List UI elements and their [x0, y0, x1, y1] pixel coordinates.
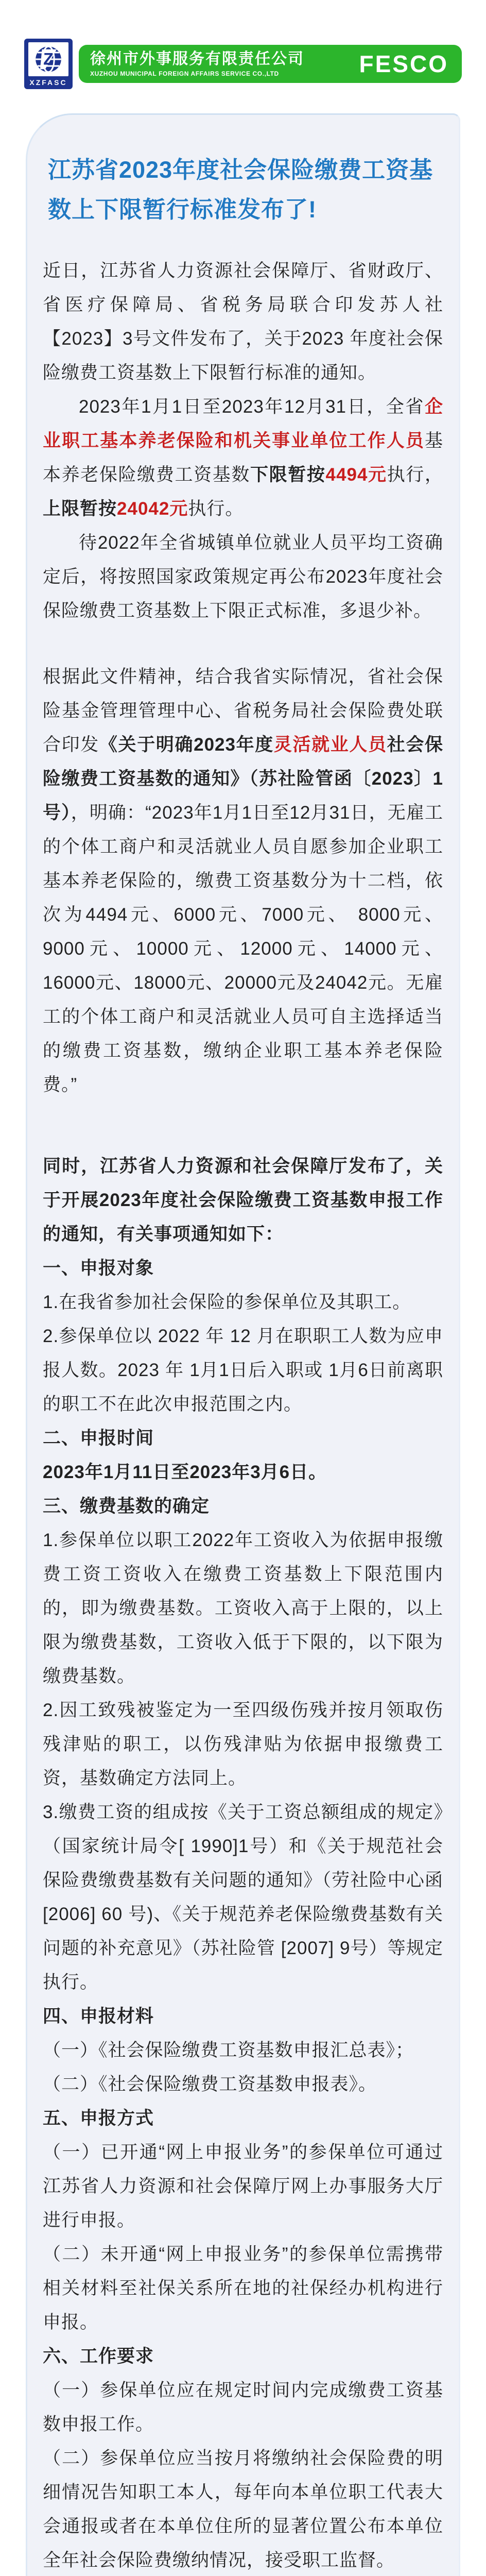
- paragraph: [43, 1285, 443, 1319]
- paragraph: [43, 1693, 443, 1795]
- paragraph: [43, 1795, 443, 1999]
- text-segment: 1.在我省参加社会保险的参保单位及其职工。: [43, 1292, 411, 1312]
- article-body: [43, 254, 443, 2576]
- text-segment: 待2022年全省城镇单位就业人员平均工资确定后，将按照国家政策规定再公布2023年度社会保险缴费工资基数上下限正式标准，多退少补。: [43, 533, 443, 621]
- text-segment: （二）参保单位应当按月将缴纳社会保险费的明细情况告知职工本人，每年向本单位职工代表大会通报或者在本单位住所的显著位置公布本单位全年社会保险费缴纳情况，接受职工监督。: [43, 2448, 443, 2570]
- article-card: [26, 113, 460, 2576]
- highlighted-text: 灵活就业人员: [273, 735, 387, 755]
- text-segment: （二）《社会保险缴费工资基数申报表》。: [43, 2074, 377, 2094]
- brand-fesco: FESCO: [359, 50, 448, 77]
- text-segment: 同时，江苏省人力资源和社会保障厅发布了，关于开展2023年度社会保险缴费工资基数申报工作的通知，有关事项通知如下：: [43, 1156, 443, 1244]
- text-segment: 下限暂按: [250, 465, 326, 485]
- header: [24, 39, 462, 89]
- section-heading: [43, 1251, 443, 1285]
- text-segment: 六、工作要求: [43, 2346, 154, 2366]
- paragraph: [43, 390, 443, 526]
- text-segment: 1.参保单位以职工2022年工资收入为依据申报缴费工资工资收入在缴费工资基数上下限范围内的，即为缴费基数。工资收入高于上限的，以上限为缴费基数，工资收入低于下限的，以下限为缴费基数。: [43, 1530, 443, 1686]
- paragraph-spacer: [43, 628, 443, 660]
- paragraph: [43, 1319, 443, 1421]
- paragraph: [43, 2442, 443, 2576]
- section-heading: [43, 1421, 443, 1455]
- text-segment: （一）参保单位应在规定时间内完成缴费工资基数申报工作。: [43, 2380, 443, 2434]
- paragraph: [43, 1523, 443, 1693]
- header-green-banner: [79, 45, 462, 83]
- text-segment: 四、申报材料: [43, 2006, 154, 2026]
- svg-text:Z: Z: [43, 49, 54, 69]
- section-heading: [43, 1999, 443, 2033]
- text-segment: 上限暂按: [43, 499, 117, 519]
- text-segment: （一）已开通“网上申报业务”的参保单位可通过江苏省人力资源和社会保障厅网上办事服务大厅进行申报。: [43, 2142, 443, 2230]
- text-segment: 执行，: [387, 465, 443, 485]
- globe-icon: [28, 42, 68, 76]
- paragraph: [43, 254, 443, 390]
- paragraph: [43, 1455, 443, 1489]
- text-segment: 三、缴费基数的确定: [43, 1496, 210, 1516]
- text-segment: 3.缴费工资的组成按《关于工资总额组成的规定》（国家统计局令[ 1990]1号）和《关于规范社会保险费缴费基数有关问题的通知》（劳社险中心函 [2006] 60 号)、《关于规范养老保险缴费基数有关问题的补充意见》（苏社险管 [2007] 9号）等规定执行。: [43, 1802, 443, 1992]
- company-name-en: XUZHOU MUNICIPAL FOREIGN AFFAIRS SERVICE CO.,LTD: [90, 70, 279, 77]
- paragraph: [43, 2238, 443, 2340]
- company-name-block: [90, 50, 304, 77]
- paragraph-spacer: [43, 1102, 443, 1149]
- text-segment: 二、申报时间: [43, 1428, 154, 1448]
- section-heading: [43, 2102, 443, 2136]
- text-segment: （二）未开通“网上申报业务”的参保单位需携带相关材料至社保关系所在地的社保经办机构进行申报。: [43, 2244, 443, 2332]
- highlighted-text: 24042元: [117, 499, 188, 519]
- section-heading: [43, 2340, 443, 2374]
- paragraph: [43, 2067, 443, 2102]
- text-segment: 一、申报对象: [43, 1258, 154, 1278]
- logo-caption: XZFASC: [29, 78, 67, 87]
- text-segment: ，明确：“2023年1月1日至12月31日，无雇工的个体工商户和灵活就业人员自愿参加企业职工基本养老保险的，缴费工资基数分为十二档，依次为4494元、6000元、7000元、 8000元、9000元、10000元、12000元、14000元、16000元、18000元、20000元及24042元。无雇工的个体工商户和灵活就业人员可自主选择适当的缴费工资基数，缴纳企业职工基本养老保险费。”: [43, 803, 443, 1095]
- text-segment: 近日，江苏省人力资源社会保障厅、省财政厅、省医疗保障局、省税务局联合印发苏人社【2023】3号文件发布了，关于2023 年度社会保险缴费工资基数上下限暂行标准的通知。: [43, 261, 443, 383]
- text-segment: 社会保险缴费工资基数的通知》（苏社险管函〔2023〕1号）: [43, 735, 443, 823]
- company-logo: [24, 39, 73, 89]
- text-segment: 2023年1月11日至2023年3月6日。: [43, 1462, 327, 1482]
- highlighted-text: 4494元: [325, 465, 387, 485]
- text-segment: 执行。: [188, 499, 244, 519]
- paragraph: [43, 526, 443, 628]
- paragraph: [43, 1149, 443, 1251]
- company-name-cn: 徐州市外事服务有限责任公司: [90, 50, 304, 68]
- text-segment: 五、申报方式: [43, 2108, 154, 2128]
- paragraph: [43, 660, 443, 1102]
- paragraph: [43, 2374, 443, 2442]
- text-segment: 2023年1月1日至2023年12月31日，全省: [79, 397, 425, 417]
- article-title: 江苏省2023年度社会保险缴费工资基数上下限暂行标准发布了!: [48, 157, 433, 223]
- text-segment: 根据此文件精神，结合我省实际情况，省社会保险基金管理管理中心、省税务局社会保险费处联合印发: [43, 667, 443, 755]
- paragraph: [43, 2136, 443, 2238]
- paragraph: [43, 2033, 443, 2067]
- text-segment: 2.因工致残被鉴定为一至四级伤残并按月领取伤残津贴的职工，以伤残津贴为依据申报缴费工资，基数确定方法同上。: [43, 1700, 443, 1788]
- text-segment: 《关于明确2023年度: [99, 735, 274, 755]
- text-segment: 基本养老保险缴费工资基数: [43, 431, 443, 485]
- text-segment: （一）《社会保险缴费工资基数申报汇总表》；: [43, 2040, 414, 2060]
- text-segment: 2.参保单位以 2022 年 12 月在职职工人数为应申报人数。2023 年 1月1日后入职或 1月6日前离职的职工不在此次申报范围之内。: [43, 1326, 443, 1414]
- section-heading: [43, 1489, 443, 1523]
- highlighted-text: 企业职工基本养老保险和机关事业单位工作人员: [43, 397, 443, 451]
